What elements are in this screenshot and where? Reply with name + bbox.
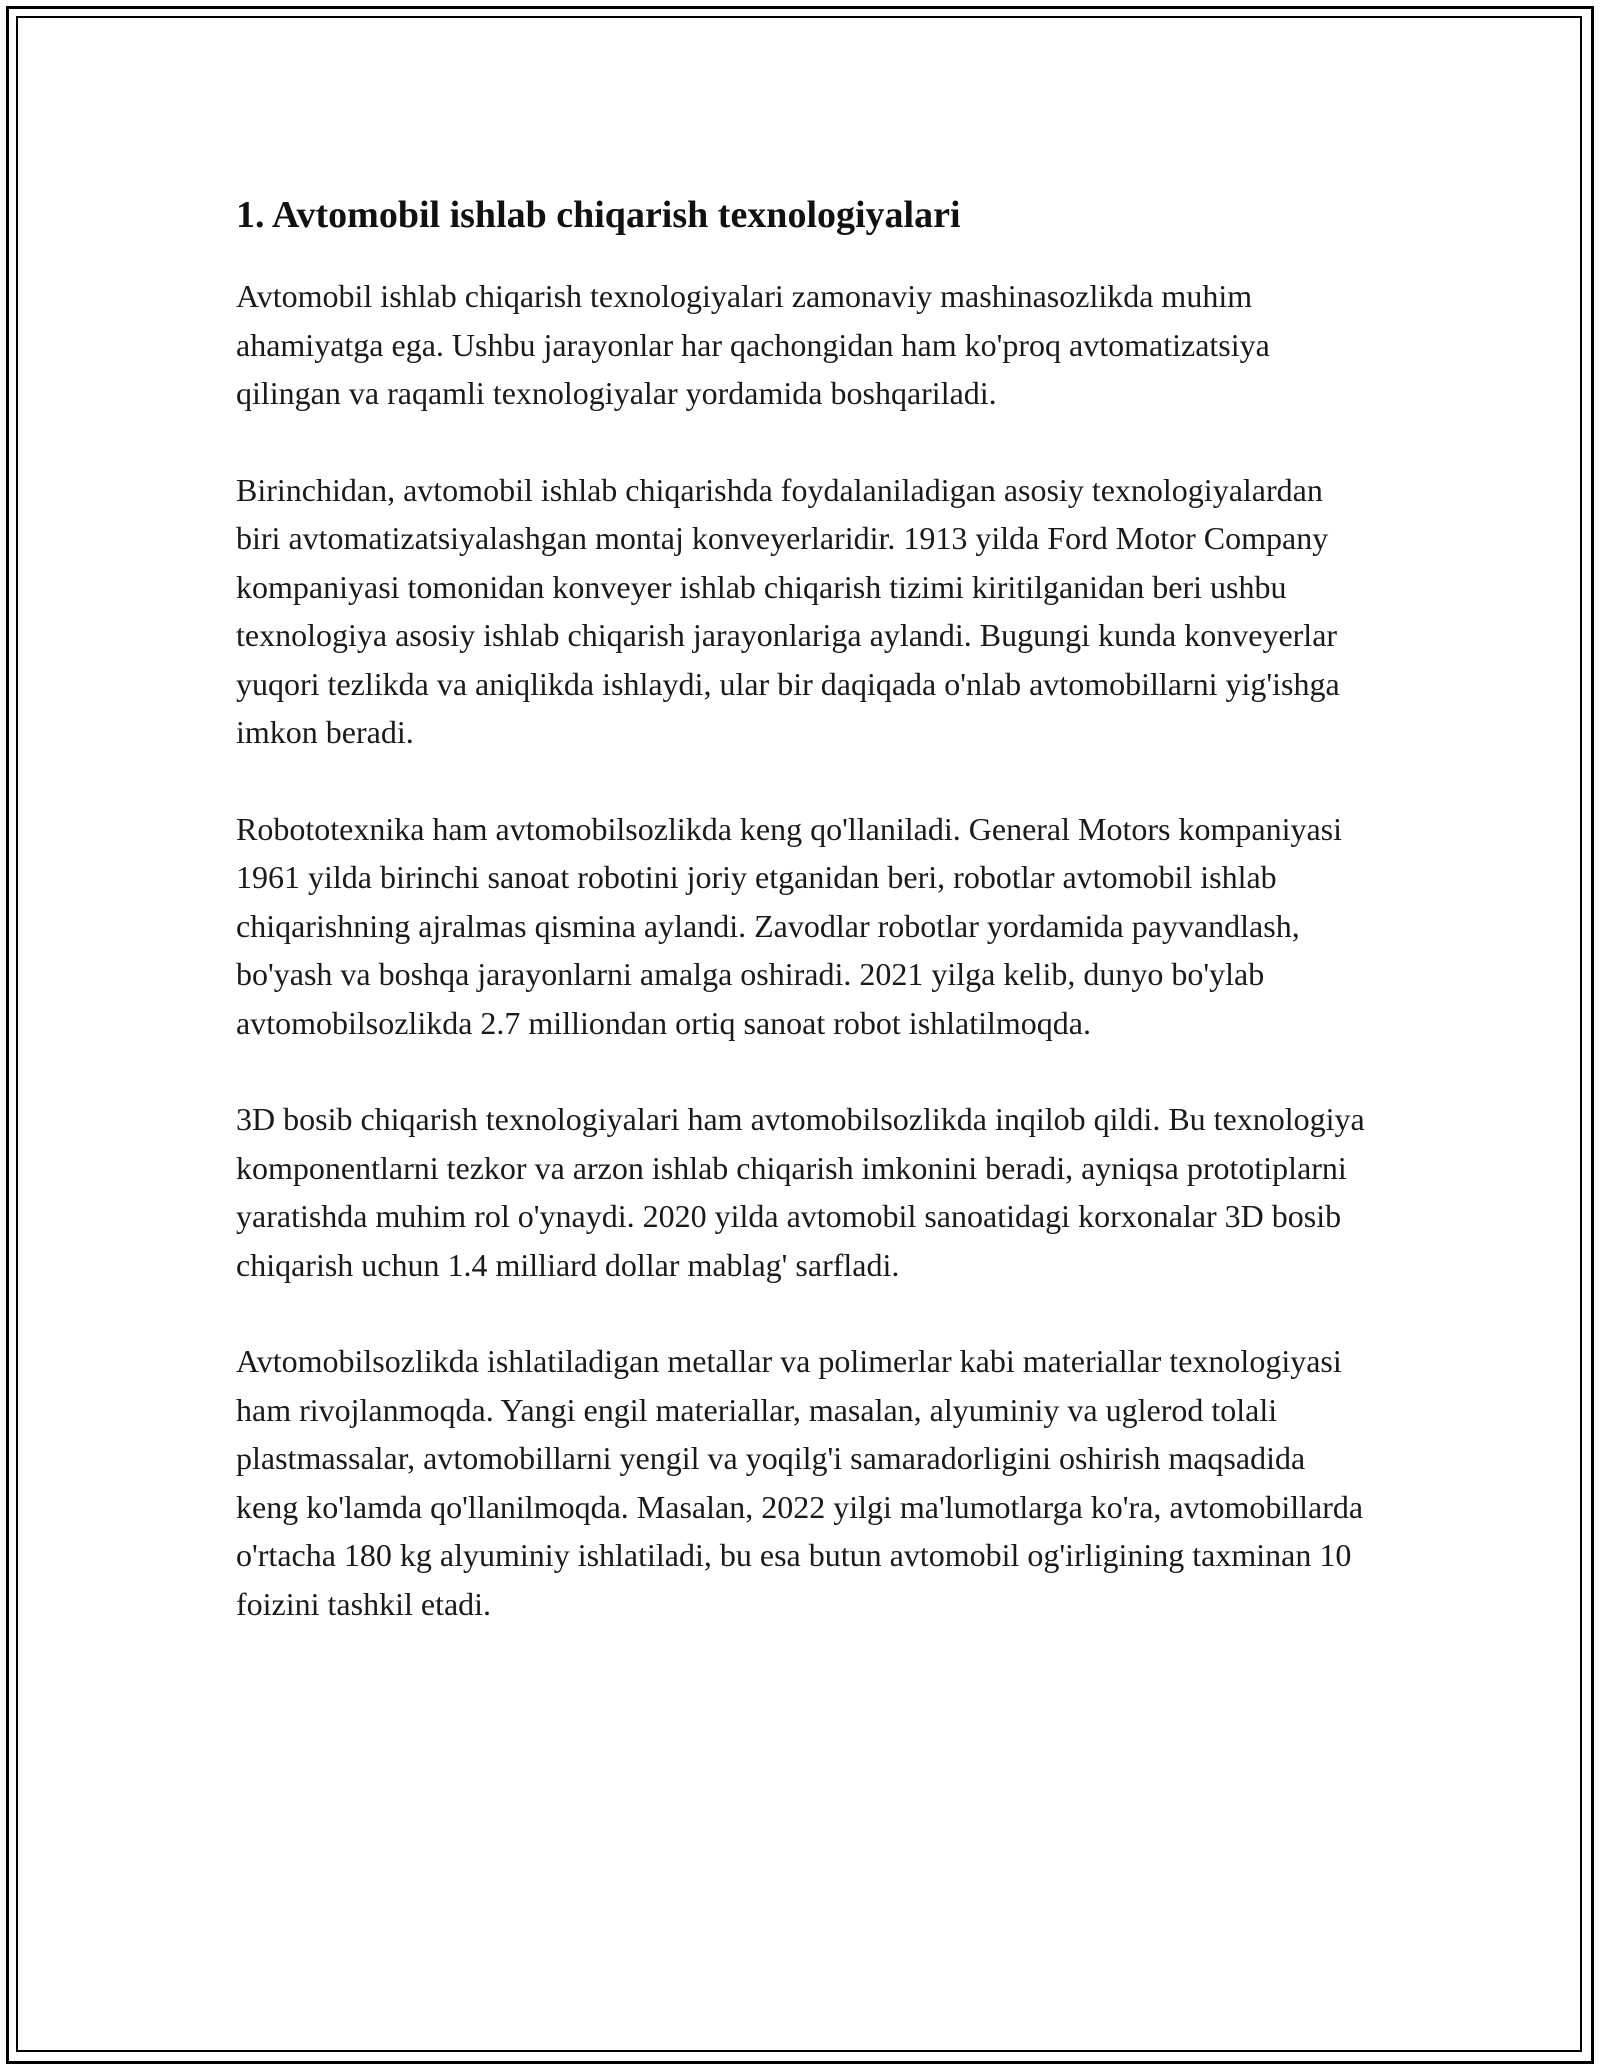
paragraph-robotics: Robototexnika ham avtomobilsozlikda keng qo'llaniladi. General Motors kompaniyasi 1961 yilda birinchi sanoat robotini joriy etganidan beri, robotlar avtomobil ishlab chiqarishning ajralmas qismina aylandi. Zavodlar robotlar yordamida payvandlash, bo'yash va boshqa jarayonlarni amalga oshiradi. 2021 yilga kelib, dunyo bo'ylab avtomobilsozlikda 2.7 milliondan ortiq sanoat robot ishlatilmoqda. xyxy=(236,810,1342,1041)
paragraph-3d-printing: 3D bosib chiqarish texnologiyalari ham avtomobilsozlikda inqilob qildi. Bu texnologiya komponentlarni tezkor va arzon ishlab chiqarish imkonini beradi, ayniqsa prototiplarni yaratishda muhim rol o'ynaydi. 2020 yilda avtomobil sanoatidagi korxonalar 3D bosib chiqarish uchun 1.4 milliard dollar mablag' sarfladi. xyxy=(236,1101,1365,1283)
paragraph-conveyors: Birinchidan, avtomobil ishlab chiqarishda foydalaniladigan asosiy texnologiyalardan biri avtomatizatsiyalashgan montaj konveyerlaridir. 1913 yilda Ford Motor Company kompaniyasi tomonidan konveyer ishlab chiqarish tizimi kiritilganidan beri ushbu texnologiya asosiy ishlab chiqarish jarayonlariga aylandi. Bugungi kunda konveyerlar yuqori tezlikda va aniqlikda ishlaydi, ular bir daqiqada o'nlab avtomobillarni yig'ishga imkon beradi. xyxy=(236,471,1340,750)
section-heading: 1. Avtomobil ishlab chiqarish texnologiyalari xyxy=(236,194,961,236)
paragraph-intro: Avtomobil ishlab chiqarish texnologiyalari zamonaviy mashinasozlikda muhim ahamiyatga ega. Ushbu jarayonlar har qachongidan ham ko'proq avtomatizatsiya qilingan va raqamli texnologiyalar yordamida boshqariladi. xyxy=(236,278,1270,411)
paragraph-materials: Avtomobilsozlikda ishlatiladigan metallar va polimerlar kabi materiallar texnologiyasi ham rivojlanmoqda. Yangi engil materiallar, masalan, alyuminiy va uglerod tolali plastmassalar, avtomobillarni yengil va yoqilg'i samaradorligini oshirish maqsadida keng ko'lamda qo'llanilmoqda. Masalan, 2022 yilgi ma'lumotlarga ko'ra, avtomobillarda o'rtacha 180 kg alyuminiy ishlatiladi, bu esa butun avtomobil og'irligining taxminan 10 foizini tashkil etadi. xyxy=(236,1343,1364,1622)
document-body xyxy=(236,184,1366,1676)
